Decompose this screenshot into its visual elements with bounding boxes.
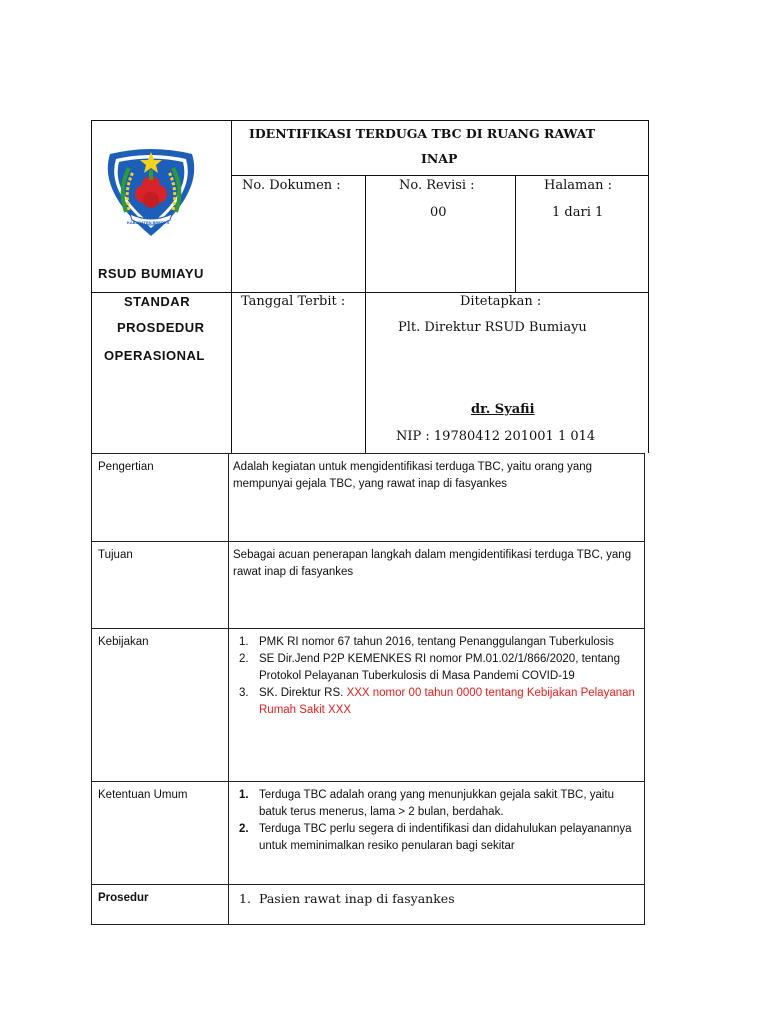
list-text: SK. Direktur RS. [259,687,347,699]
header-divider-vertical [231,120,232,453]
document-title-line1: IDENTIFIKASI TERDUGA TBC DI RUANG RAWAT [249,126,595,141]
row-value [229,885,645,925]
signatory-name: dr. Syafii [471,402,535,417]
row-label: Ketentuan Umum [92,782,229,885]
document-number-label: No. Dokumen : [242,178,341,193]
row-label: Prosedur [92,885,229,925]
list-text: Terduga TBC adalah orang yang menunjukkan gejala sakit TBC, yaitu batuk terus menerus, lama > 2 bulan, berdahak. [259,789,615,818]
row-value [229,629,645,782]
page-label: Halaman : [544,178,612,193]
row-label: Tujuan [92,542,229,629]
list-number: 2. [239,823,249,835]
list-item [233,787,640,821]
list-text: SE Dir.Jend P2P KEMENKES RI nomor PM.01.02/1/866/2020, tentang Protokol Pelayanan Tuberkulosis di Masa Pandemi COVID-19 [259,653,620,682]
row-value [229,782,645,885]
issue-date-label: Tanggal Terbit : [241,294,346,309]
table-row-kebijakan [92,629,645,782]
list-number: 1. [239,636,249,648]
table-row-ketentuan-umum [92,782,645,885]
established-by: Plt. Direktur RSUD Bumiayu [398,320,587,335]
header-border-left [91,120,92,453]
page-value: 1 dari 1 [552,205,604,220]
list-text: Terduga TBC perlu segera di indentifikasi dan didahulukan pelayanannya untuk meminimalkan resiko penularan bagi sekitar [259,823,632,852]
list-item [233,685,640,719]
sop-label-line1: STANDAR [124,294,191,309]
procedure-list [233,890,640,907]
header-border-right [648,120,649,453]
established-label: Ditetapkan : [460,294,542,309]
revision-label: No. Revisi : [399,178,475,193]
list-item [233,634,640,651]
list-number: 2. [239,653,249,665]
list-number: 3. [239,687,249,699]
signatory-nip: NIP : 19780412 201001 1 014 [396,429,596,444]
table-row-prosedur [92,885,645,925]
list-item [233,821,640,855]
header-divider-title [231,175,649,176]
row-label: Pengertian [92,454,229,542]
header-divider-col2 [365,175,366,453]
list-text: Pasien rawat inap di fasyankes [259,891,455,906]
list-item [233,890,640,907]
sop-label-line3: OPERASIONAL [104,348,205,363]
row-value: Adalah kegiatan untuk mengidentifikasi terduga TBC, yaitu orang yang mempunyai gejala TBC, yang rawat inap di fasyankes [229,454,645,542]
logo-caption: KABUPATEN BREBES [127,220,170,225]
revision-value: 00 [430,205,447,220]
document-title-line2: INAP [421,151,458,166]
row-value: Sebagai acuan penerapan langkah dalam mengidentifikasi terduga TBC, yang rawat inap di fasyankes [229,542,645,629]
table-row-tujuan [92,542,645,629]
list-text: PMK RI nomor 67 tahun 2016, tentang Penanggulangan Tuberkulosis [259,636,614,648]
sop-content-table [91,453,645,925]
list-item [233,651,640,685]
header-divider-col3 [515,175,516,292]
sop-label-line2: PROSDEDUR [117,320,205,335]
header-divider-middle [91,292,649,293]
list-number: 1. [239,891,251,906]
policy-list [233,634,640,719]
sop-header [91,120,649,453]
row-label: Kebijakan [92,629,229,782]
header-border-top [91,120,649,121]
general-provisions-list [233,787,640,855]
list-number: 1. [239,789,249,801]
table-row-pengertian [92,454,645,542]
highlighted-placeholder-text: XXX nomor 00 tahun 0000 tentang Kebijakan Pelayanan Rumah Sakit XXX [259,687,635,716]
hospital-name: RSUD BUMIAYU [98,266,204,281]
